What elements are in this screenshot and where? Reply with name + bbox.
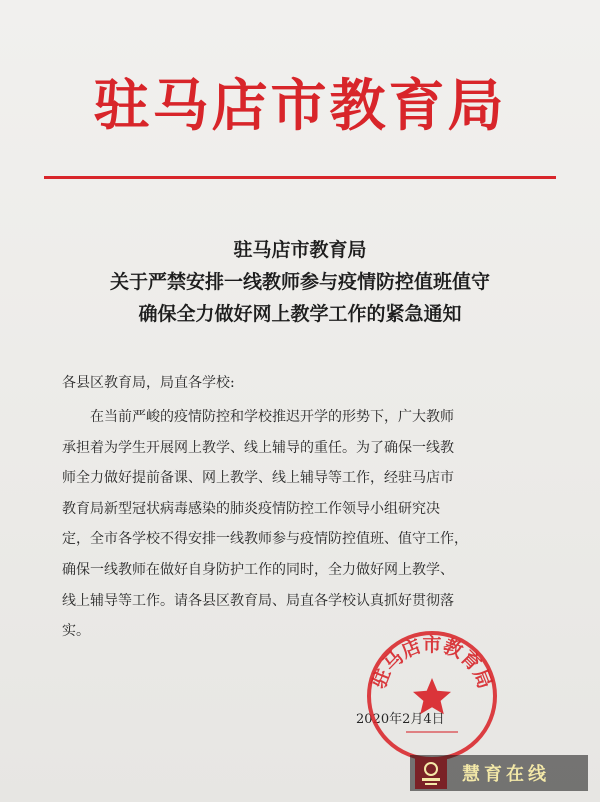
body-line: 定，全市各学校不得安排一线教师参与疫情防控值班、值守工作， [62,531,468,548]
watermark-text: 慧育在线 [462,764,550,785]
watermark-badge [410,755,588,791]
seal-star-icon [413,678,451,714]
letterhead-title: 驻马店市教育局 [93,73,507,139]
body-line: 在当前严峻的疫情防控和学校推迟开学的形势下，广大教师 [90,409,454,425]
body-line: 承担着为学生开展网上教学、线上辅导的重任。为了确保一线教 [62,439,454,456]
official-seal-stamp [362,626,502,766]
body-line: 实。 [62,623,90,640]
notice-title-line-1: 驻马店市教育局 [233,239,367,261]
body-line: 线上辅导等工作。请各县区教育局、局直各学校认真抓好贯彻落 [62,592,454,609]
body-line: 确保一线教师在做好自身防护工作的同时，全力做好网上教学、 [62,561,454,578]
notice-body [62,402,542,647]
body-line: 教育局新型冠状病毒感染的肺炎疫情防控工作领导小组研究决 [62,500,440,517]
letterhead-red-rule [44,176,556,179]
watermark-logo-icon [414,756,448,790]
body-line: 师全力做好提前备课、网上教学、线上辅导等工作，经驻马店市 [62,470,454,487]
salutation: 各县区教育局，局直各学校: [62,375,235,391]
issue-date: 2020年2月4日 [356,712,445,727]
notice-title-line-2: 关于严禁安排一线教师参与疫情防控值班值守 [109,271,490,293]
svg-text:驻马店市教育局: 驻马店市教育局 [368,633,496,692]
notice-title [0,234,600,330]
notice-title-line-3: 确保全力做好网上教学工作的紧急通知 [138,303,462,325]
